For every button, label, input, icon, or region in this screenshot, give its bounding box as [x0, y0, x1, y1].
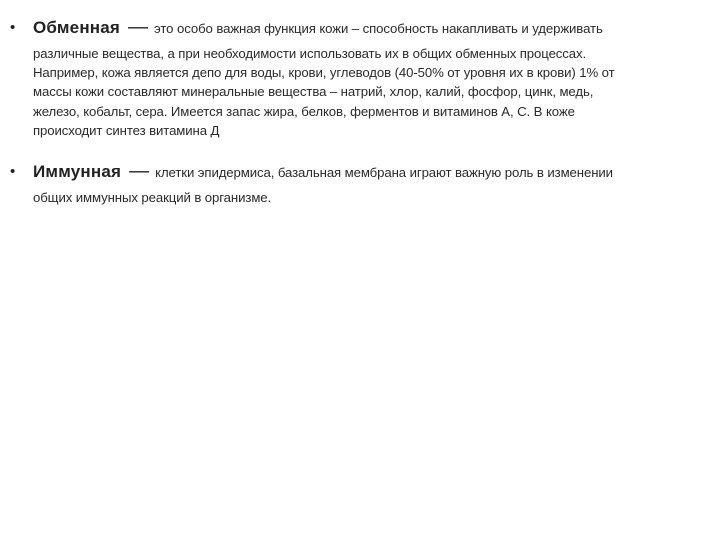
term-heading: Иммунная [33, 162, 122, 181]
dash-separator: — [128, 16, 149, 38]
term-heading: Обменная [33, 18, 121, 37]
text-line: массы кожи составляют минеральные вещества – натрий, хлор, калий, фосфор, цинк, медь, [33, 84, 594, 100]
bullet-text [33, 12, 693, 140]
text-line: Например, кожа является депо для воды, крови, углеводов (40-50% от уровня их в крови) 1% от [33, 65, 615, 81]
bullet-icon: • [10, 19, 16, 36]
text-line: различные вещества, а при необходимости использовать их в общих обменных процессах. [33, 46, 587, 61]
text-line: происходит синтез витамина Д [33, 122, 220, 138]
text-line: общих иммунных реакций в организме. [33, 190, 272, 205]
bullet-text [33, 156, 693, 207]
dash-separator: — [129, 160, 150, 182]
first-line [33, 156, 693, 188]
first-line [33, 12, 693, 44]
text-line: железо, кобальт, сера. Имеется запас жира, белков, ферментов и витаминов А, С. В коже [33, 103, 575, 119]
lead-text: клетки эпидермиса, базальная мембрана играют важную роль в изменении [155, 165, 613, 180]
bullet-icon: • [10, 163, 16, 180]
lead-text: это особо важная функция кожи – способность накапливать и удерживать [154, 21, 603, 36]
